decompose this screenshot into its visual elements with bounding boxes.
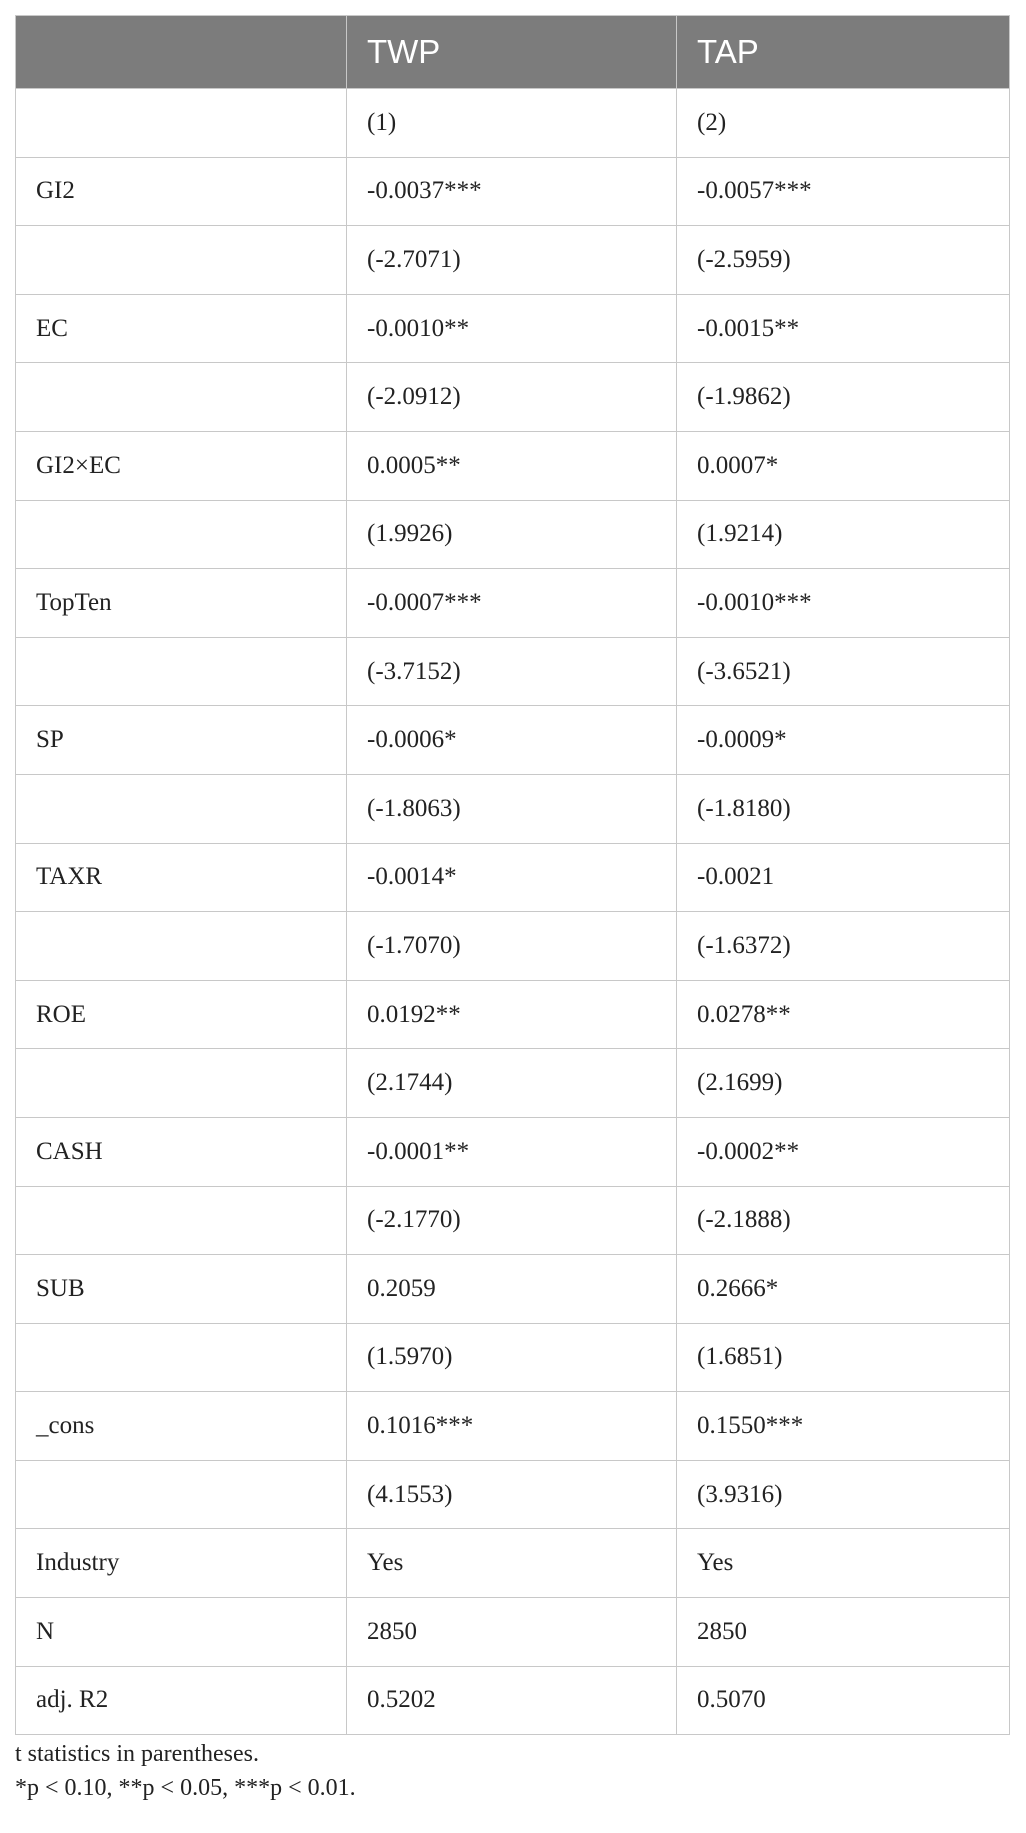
cell-twp: 0.5202 (347, 1666, 677, 1735)
cell-twp: -0.0014* (347, 843, 677, 912)
table-row (16, 1049, 1010, 1118)
cell-twp: 2850 (347, 1598, 677, 1667)
header-cell-variable (16, 16, 347, 89)
cell-tap: -0.0010*** (677, 569, 1010, 638)
table-row (16, 226, 1010, 295)
cell-variable: SUB (16, 1255, 347, 1324)
cell-variable: CASH (16, 1117, 347, 1186)
cell-tap: Yes (677, 1529, 1010, 1598)
cell-variable: SP (16, 706, 347, 775)
table-row (16, 569, 1010, 638)
cell-twp: (-2.7071) (347, 226, 677, 295)
cell-variable (16, 363, 347, 432)
cell-variable: GI2 (16, 157, 347, 226)
table-row (16, 431, 1010, 500)
table-row (16, 1529, 1010, 1598)
cell-tap: 2850 (677, 1598, 1010, 1667)
cell-tap: 0.2666* (677, 1255, 1010, 1324)
cell-twp: (-1.7070) (347, 912, 677, 981)
table-body (16, 89, 1010, 1735)
cell-twp: 0.0192** (347, 980, 677, 1049)
cell-twp: 0.2059 (347, 1255, 677, 1324)
cell-tap: -0.0057*** (677, 157, 1010, 226)
cell-tap: (-2.1888) (677, 1186, 1010, 1255)
cell-variable (16, 637, 347, 706)
table-row (16, 843, 1010, 912)
table-row (16, 89, 1010, 158)
cell-tap: (-2.5959) (677, 226, 1010, 295)
table-row (16, 157, 1010, 226)
cell-tap: (1.9214) (677, 500, 1010, 569)
cell-twp: Yes (347, 1529, 677, 1598)
cell-twp: (-1.8063) (347, 774, 677, 843)
cell-tap: (-1.9862) (677, 363, 1010, 432)
cell-twp: (1) (347, 89, 677, 158)
cell-tap: -0.0021 (677, 843, 1010, 912)
cell-tap: 0.1550*** (677, 1392, 1010, 1461)
header-cell-tap: TAP (677, 16, 1010, 89)
cell-twp: -0.0010** (347, 294, 677, 363)
cell-variable (16, 89, 347, 158)
cell-tap: 0.0278** (677, 980, 1010, 1049)
cell-variable (16, 500, 347, 569)
cell-twp: (-3.7152) (347, 637, 677, 706)
cell-variable: adj. R2 (16, 1666, 347, 1735)
cell-variable: _cons (16, 1392, 347, 1461)
cell-variable: ROE (16, 980, 347, 1049)
cell-variable (16, 1460, 347, 1529)
cell-tap: 0.0007* (677, 431, 1010, 500)
cell-variable: EC (16, 294, 347, 363)
table-row (16, 980, 1010, 1049)
table-row (16, 294, 1010, 363)
table-footnotes (15, 1737, 356, 1805)
cell-twp: 0.0005** (347, 431, 677, 500)
cell-twp: -0.0001** (347, 1117, 677, 1186)
cell-tap: (-3.6521) (677, 637, 1010, 706)
table-row (16, 1392, 1010, 1461)
cell-variable: TopTen (16, 569, 347, 638)
table-row (16, 500, 1010, 569)
table-row (16, 637, 1010, 706)
cell-tap: (-1.6372) (677, 912, 1010, 981)
cell-tap: -0.0002** (677, 1117, 1010, 1186)
table-row (16, 1117, 1010, 1186)
cell-variable (16, 1186, 347, 1255)
table-row (16, 1666, 1010, 1735)
table-row (16, 1186, 1010, 1255)
footnote-t-statistics: t statistics in parentheses. (15, 1741, 259, 1767)
table-row (16, 1255, 1010, 1324)
cell-variable: TAXR (16, 843, 347, 912)
header-cell-twp: TWP (347, 16, 677, 89)
cell-tap: 0.5070 (677, 1666, 1010, 1735)
cell-variable (16, 774, 347, 843)
cell-variable (16, 1049, 347, 1118)
regression-table (15, 15, 1010, 1735)
table-row (16, 1598, 1010, 1667)
cell-twp: (1.9926) (347, 500, 677, 569)
cell-variable (16, 226, 347, 295)
cell-tap: (-1.8180) (677, 774, 1010, 843)
table-row (16, 1460, 1010, 1529)
cell-tap: (2.1699) (677, 1049, 1010, 1118)
cell-twp: -0.0007*** (347, 569, 677, 638)
cell-twp: -0.0037*** (347, 157, 677, 226)
cell-twp: (-2.0912) (347, 363, 677, 432)
table-row (16, 706, 1010, 775)
table-row (16, 912, 1010, 981)
cell-twp: (1.5970) (347, 1323, 677, 1392)
cell-variable (16, 912, 347, 981)
cell-twp: (-2.1770) (347, 1186, 677, 1255)
cell-variable: GI2×EC (16, 431, 347, 500)
regression-table-container (15, 15, 1009, 1735)
footnote-significance-levels: *p < 0.10, **p < 0.05, ***p < 0.01. (15, 1775, 356, 1801)
cell-twp: (2.1744) (347, 1049, 677, 1118)
table-row (16, 1323, 1010, 1392)
cell-tap: -0.0015** (677, 294, 1010, 363)
cell-tap: (1.6851) (677, 1323, 1010, 1392)
cell-twp: (4.1553) (347, 1460, 677, 1529)
cell-variable: Industry (16, 1529, 347, 1598)
cell-tap: -0.0009* (677, 706, 1010, 775)
cell-tap: (3.9316) (677, 1460, 1010, 1529)
table-row (16, 363, 1010, 432)
cell-variable: N (16, 1598, 347, 1667)
table-header-row (16, 16, 1010, 89)
cell-twp: -0.0006* (347, 706, 677, 775)
cell-tap: (2) (677, 89, 1010, 158)
table-row (16, 774, 1010, 843)
cell-variable (16, 1323, 347, 1392)
cell-twp: 0.1016*** (347, 1392, 677, 1461)
